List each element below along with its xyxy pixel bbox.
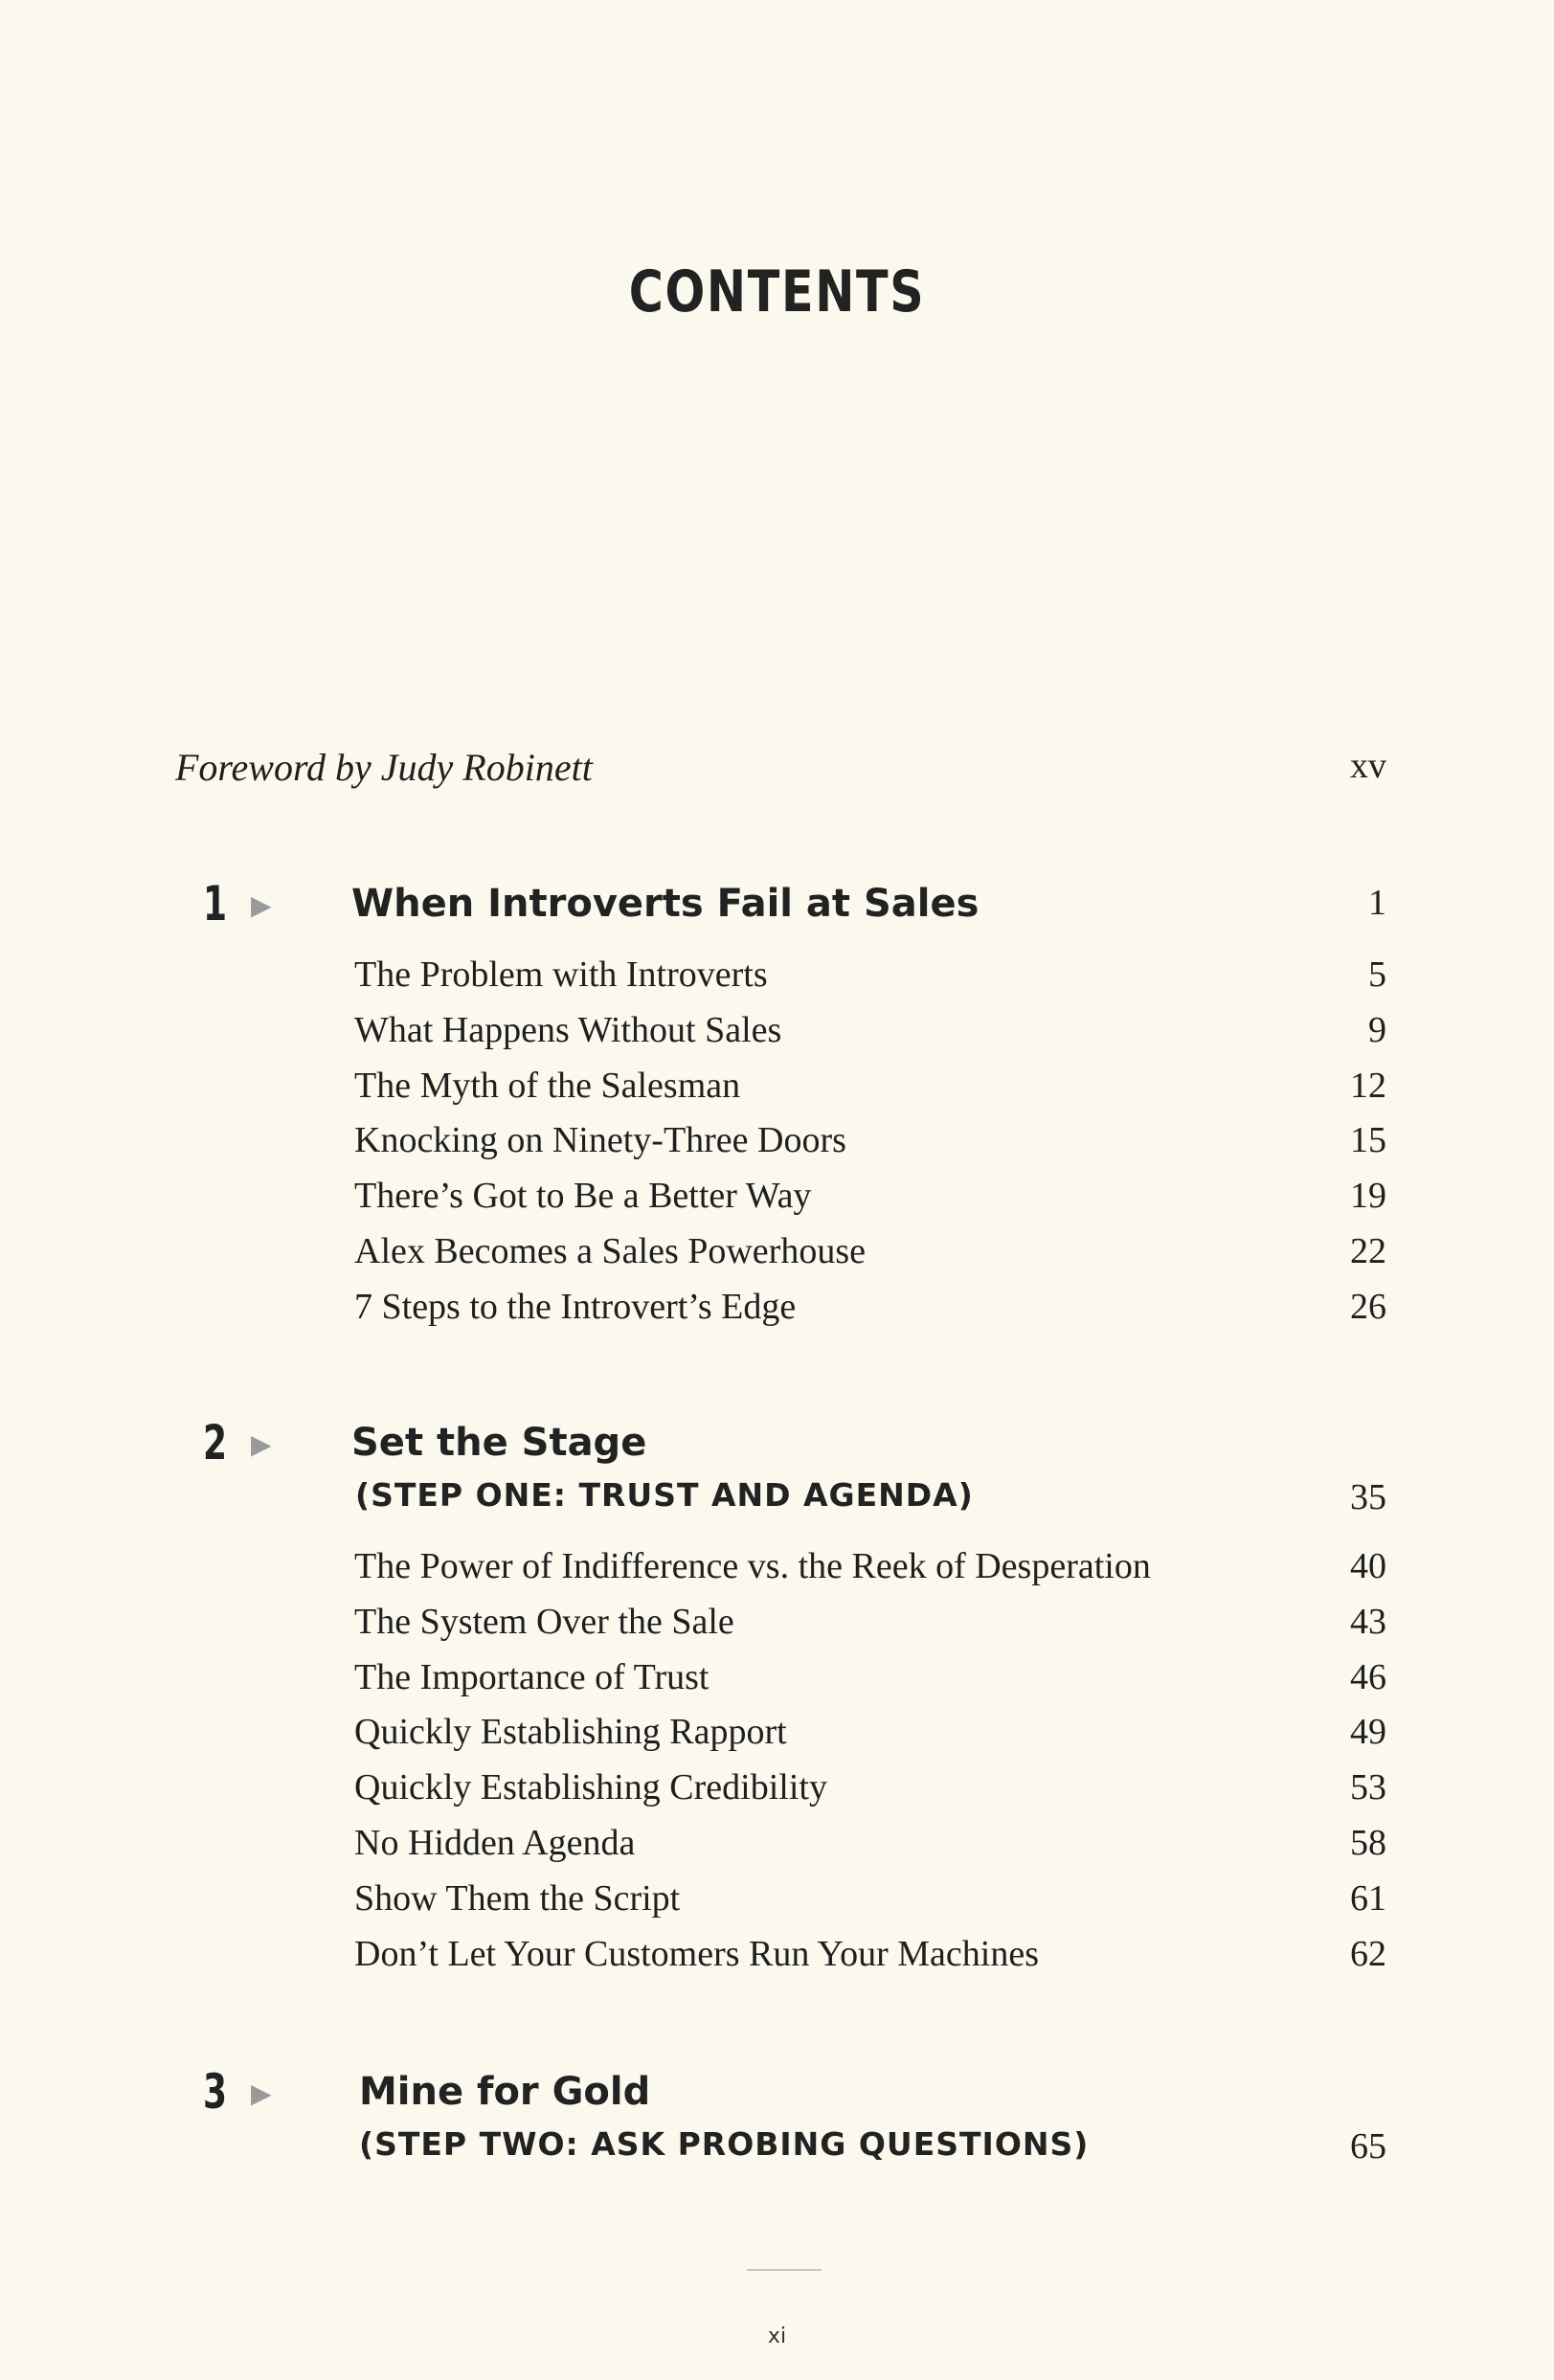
section-page-number: 61 xyxy=(1350,1877,1386,1919)
section-title: 7 Steps to the Introvert’s Edge xyxy=(354,1286,797,1327)
section-title: Alex Becomes a Sales Powerhouse xyxy=(354,1230,866,1271)
section-title: Show Them the Script xyxy=(354,1877,681,1919)
toc-row[interactable] xyxy=(354,1601,1386,1656)
section-page-number: 5 xyxy=(1368,954,1386,995)
chapter-arrow-icon: ▶ xyxy=(251,2077,272,2109)
toc-row[interactable] xyxy=(354,1822,1386,1877)
toc-row[interactable] xyxy=(354,954,1386,1009)
section-title: Knocking on Ninety-Three Doors xyxy=(354,1120,846,1161)
chapter-title[interactable]: When Introverts Fail at Sales xyxy=(351,882,980,926)
section-page-number: 43 xyxy=(1350,1601,1386,1642)
toc-row[interactable] xyxy=(354,1065,1386,1120)
toc-row[interactable] xyxy=(354,1175,1386,1230)
section-title: The System Over the Sale xyxy=(354,1601,734,1642)
section-page-number: 53 xyxy=(1350,1767,1386,1808)
chapter-page-number: 35 xyxy=(1350,1477,1386,1517)
foreword-entry[interactable] xyxy=(175,745,1386,790)
section-page-number: 40 xyxy=(1350,1546,1386,1586)
section-title: The Myth of the Salesman xyxy=(354,1065,741,1106)
section-title: The Power of Indifference vs. the Reek of Desperation xyxy=(354,1546,1151,1586)
toc-row[interactable] xyxy=(354,1877,1386,1933)
chapter-number: 2 xyxy=(203,1415,228,1471)
chapter-arrow-icon: ▶ xyxy=(251,1428,272,1460)
section-page-number: 26 xyxy=(1350,1286,1386,1327)
section-page-number: 49 xyxy=(1350,1712,1386,1753)
chapter-arrow-icon: ▶ xyxy=(251,889,272,921)
section-title: Quickly Establishing Rapport xyxy=(354,1712,787,1753)
section-page-number: 19 xyxy=(1350,1176,1386,1217)
section-page-number: 12 xyxy=(1350,1065,1386,1106)
section-page-number: 46 xyxy=(1350,1656,1386,1697)
foreword-title: Foreword by Judy Robinett xyxy=(175,746,593,789)
section-title: Don’t Let Your Customers Run Your Machines xyxy=(354,1933,1040,1974)
chapter-2-sections xyxy=(354,1545,1386,1987)
chapter-title[interactable]: Set the Stage xyxy=(351,1421,647,1465)
section-page-number: 62 xyxy=(1350,1933,1386,1974)
toc-row[interactable] xyxy=(354,1119,1386,1175)
section-title: The Importance of Trust xyxy=(354,1656,709,1697)
section-title: There’s Got to Be a Better Way xyxy=(354,1176,812,1217)
toc-row[interactable] xyxy=(354,1009,1386,1065)
chapter-subtitle: (STEP ONE: TRUST AND AGENDA) xyxy=(355,1476,974,1514)
chapter-number: 1 xyxy=(203,876,228,932)
toc-row[interactable] xyxy=(354,1656,1386,1712)
page-folio: xi xyxy=(767,2324,787,2348)
section-page-number: 9 xyxy=(1368,1009,1386,1050)
chapter-title[interactable]: Mine for Gold xyxy=(359,2070,651,2114)
section-title: Quickly Establishing Credibility xyxy=(354,1767,827,1808)
toc-row[interactable] xyxy=(354,1766,1386,1822)
toc-row[interactable] xyxy=(354,1711,1386,1766)
section-title: No Hidden Agenda xyxy=(354,1822,636,1863)
toc-row[interactable] xyxy=(354,1230,1386,1286)
chapter-1-sections xyxy=(354,954,1386,1341)
section-page-number: 22 xyxy=(1350,1230,1386,1271)
footer-rule xyxy=(747,2269,822,2271)
page-title: CONTENTS xyxy=(628,258,926,326)
chapter-subtitle: (STEP TWO: ASK PROBING QUESTIONS) xyxy=(359,2125,1090,2163)
section-title: What Happens Without Sales xyxy=(354,1009,782,1050)
chapter-number: 3 xyxy=(203,2064,228,2120)
chapter-page-number: 1 xyxy=(1368,883,1386,923)
toc-row[interactable] xyxy=(354,1933,1386,1988)
section-page-number: 58 xyxy=(1350,1822,1386,1863)
foreword-page-number: xv xyxy=(1350,746,1386,786)
toc-row[interactable] xyxy=(354,1286,1386,1341)
chapter-page-number: 65 xyxy=(1350,2126,1386,2167)
section-page-number: 15 xyxy=(1350,1120,1386,1161)
toc-row[interactable] xyxy=(354,1545,1386,1601)
section-title: The Problem with Introverts xyxy=(354,954,768,995)
